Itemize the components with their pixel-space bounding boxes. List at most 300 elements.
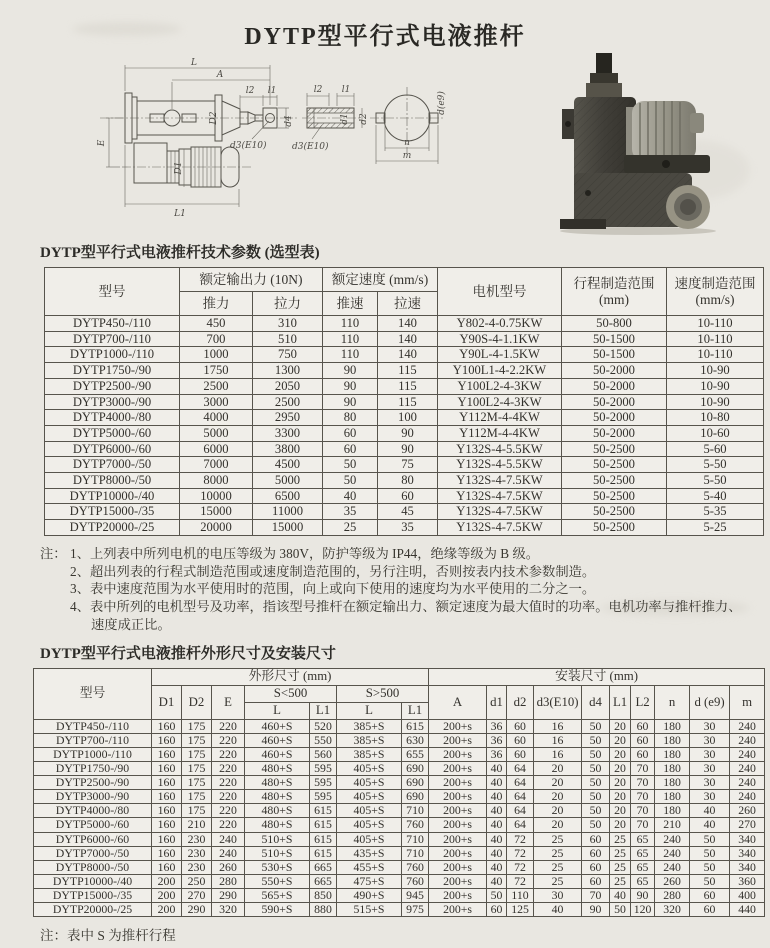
value-cell: 480+S xyxy=(245,804,310,818)
value-cell: 460+S xyxy=(245,733,310,747)
value-cell: 50 xyxy=(582,719,610,733)
value-cell: 50 xyxy=(690,874,730,888)
value-cell: 50 xyxy=(690,846,730,860)
value-cell: 25 xyxy=(534,846,582,860)
dim-label-l2-detail: l2 xyxy=(313,85,323,95)
value-cell: 10-110 xyxy=(667,347,764,363)
value-cell: 200+s xyxy=(429,903,487,917)
value-cell: 75 xyxy=(378,457,438,473)
page-title: DYTP型平行式电液推杆 xyxy=(244,24,526,50)
value-cell: 60 xyxy=(507,719,534,733)
value-cell: 16 xyxy=(534,719,582,733)
model-cell: DYTP8000-/50 xyxy=(45,473,180,489)
col-header-push-force: 推力 xyxy=(180,292,253,316)
value-cell: 160 xyxy=(152,860,182,874)
value-cell: 480+S xyxy=(245,762,310,776)
value-cell: 340 xyxy=(730,832,765,846)
value-cell: 160 xyxy=(152,748,182,762)
value-cell: 60 xyxy=(582,874,610,888)
value-cell: 25 xyxy=(610,874,631,888)
table-row xyxy=(45,504,764,520)
table-row xyxy=(34,719,765,733)
value-cell: 690 xyxy=(402,762,429,776)
col-header-d-e9: d (e9) xyxy=(690,685,730,719)
value-cell: 200+s xyxy=(429,790,487,804)
table-row xyxy=(45,347,764,363)
value-cell: 8000 xyxy=(180,473,253,489)
value-cell: 25 xyxy=(534,860,582,874)
col-header-L-lt: L xyxy=(245,702,310,719)
value-cell: 280 xyxy=(212,874,245,888)
value-cell: 5-50 xyxy=(667,457,764,473)
value-cell: 710 xyxy=(402,846,429,860)
value-cell: 115 xyxy=(378,363,438,379)
value-cell: 700 xyxy=(180,331,253,347)
value-cell: 240 xyxy=(655,832,690,846)
value-cell: 40 xyxy=(487,818,507,832)
value-cell: 50 xyxy=(582,790,610,804)
table-row xyxy=(34,846,765,860)
value-cell: 40 xyxy=(690,804,730,818)
value-cell: 400 xyxy=(730,888,765,902)
spec-table xyxy=(44,267,764,536)
value-cell: 20 xyxy=(534,804,582,818)
value-cell: 140 xyxy=(378,331,438,347)
value-cell: 50 xyxy=(582,762,610,776)
col-header-n: n xyxy=(655,685,690,719)
value-cell: 60 xyxy=(378,488,438,504)
table-row xyxy=(34,860,765,874)
value-cell: 385+S xyxy=(337,748,402,762)
value-cell: 64 xyxy=(507,804,534,818)
note-item: 1、上列表中所列电机的电压等级为 380V，防护等级为 IP44，绝缘等级为 B 级。 xyxy=(70,545,540,561)
value-cell: 550+S xyxy=(245,874,310,888)
value-cell: 240 xyxy=(730,762,765,776)
value-cell: 270 xyxy=(182,888,212,902)
dim-label-d3: d3(E10) xyxy=(230,141,267,151)
value-cell: 50-2000 xyxy=(562,378,667,394)
value-cell: 200+s xyxy=(429,733,487,747)
value-cell: 10-90 xyxy=(667,363,764,379)
value-cell: 20 xyxy=(610,804,631,818)
value-cell: 240 xyxy=(655,846,690,860)
table-row xyxy=(34,903,765,917)
value-cell: 90 xyxy=(378,441,438,457)
value-cell: 615 xyxy=(310,846,337,860)
value-cell: 40 xyxy=(610,888,631,902)
value-cell: 60 xyxy=(507,748,534,762)
value-cell: 50 xyxy=(690,860,730,874)
value-cell: 240 xyxy=(730,733,765,747)
table-row xyxy=(34,733,765,747)
value-cell: 180 xyxy=(655,733,690,747)
table-row xyxy=(34,762,765,776)
col-header-L1-install: L1 xyxy=(610,685,631,719)
table-row xyxy=(34,790,765,804)
value-cell: 160 xyxy=(152,804,182,818)
value-cell: 50 xyxy=(582,733,610,747)
value-cell: 460+S xyxy=(245,748,310,762)
value-cell: 70 xyxy=(631,804,655,818)
dim-label-d4: d4 xyxy=(284,115,294,127)
value-cell: 65 xyxy=(631,860,655,874)
value-cell: Y132S-4-5.5KW xyxy=(438,441,562,457)
value-cell: 220 xyxy=(212,719,245,733)
model-cell: DYTP10000-/40 xyxy=(45,488,180,504)
value-cell: 455+S xyxy=(337,860,402,874)
value-cell: 615 xyxy=(310,832,337,846)
model-cell: DYTP700-/110 xyxy=(34,733,152,747)
model-cell: DYTP6000-/60 xyxy=(34,832,152,846)
value-cell: 10-110 xyxy=(667,331,764,347)
value-cell: 490+S xyxy=(337,888,402,902)
value-cell: 40 xyxy=(487,832,507,846)
value-cell: 240 xyxy=(212,832,245,846)
model-cell: DYTP450-/110 xyxy=(45,316,180,332)
value-cell: 50 xyxy=(323,473,378,489)
value-cell: 615 xyxy=(310,804,337,818)
model-cell: DYTP7000-/50 xyxy=(34,846,152,860)
value-cell: 50 xyxy=(582,748,610,762)
value-cell: 2950 xyxy=(253,410,323,426)
value-cell: 65 xyxy=(631,874,655,888)
value-cell: 3000 xyxy=(180,394,253,410)
value-cell: 175 xyxy=(182,804,212,818)
value-cell: 115 xyxy=(378,378,438,394)
value-cell: 115 xyxy=(378,394,438,410)
value-cell: 405+S xyxy=(337,776,402,790)
value-cell: 230 xyxy=(182,846,212,860)
value-cell: 20000 xyxy=(180,520,253,536)
value-cell: 260 xyxy=(730,804,765,818)
value-cell: 70 xyxy=(631,776,655,790)
value-cell: 480+S xyxy=(245,818,310,832)
value-cell: 710 xyxy=(402,832,429,846)
value-cell: 630 xyxy=(402,733,429,747)
value-cell: 340 xyxy=(730,846,765,860)
col-header-stroke-range xyxy=(562,268,667,316)
value-cell: 50-2500 xyxy=(562,520,667,536)
value-cell: 20 xyxy=(610,733,631,747)
value-cell: 340 xyxy=(730,860,765,874)
value-cell: 200+s xyxy=(429,846,487,860)
value-cell: 16 xyxy=(534,733,582,747)
value-cell: 50-2000 xyxy=(562,394,667,410)
value-cell: Y132S-4-7.5KW xyxy=(438,504,562,520)
value-cell: 945 xyxy=(402,888,429,902)
value-cell: 50-2500 xyxy=(562,504,667,520)
product-photo xyxy=(538,51,753,235)
col-header-motor: 电机型号 xyxy=(438,268,562,316)
model-cell: DYTP15000-/35 xyxy=(45,504,180,520)
value-cell: 5-25 xyxy=(667,520,764,536)
value-cell: 30 xyxy=(690,776,730,790)
value-cell: 220 xyxy=(212,776,245,790)
value-cell: 20 xyxy=(534,818,582,832)
value-cell: 530+S xyxy=(245,860,310,874)
value-cell: 20 xyxy=(610,748,631,762)
value-cell: 10-60 xyxy=(667,425,764,441)
col-header-D2: D2 xyxy=(182,685,212,719)
col-header-s-gt-500: S>500 xyxy=(337,685,429,702)
col-header-model: 型号 xyxy=(45,268,180,316)
value-cell: 480+S xyxy=(245,776,310,790)
value-cell: 240 xyxy=(730,748,765,762)
value-cell: 50-2500 xyxy=(562,473,667,489)
value-cell: 36 xyxy=(487,748,507,762)
value-cell: 750 xyxy=(253,347,323,363)
value-cell: 90 xyxy=(323,378,378,394)
value-cell: 36 xyxy=(487,719,507,733)
model-cell: DYTP15000-/35 xyxy=(34,888,152,902)
value-cell: 72 xyxy=(507,860,534,874)
value-cell: 180 xyxy=(655,776,690,790)
value-cell: 110 xyxy=(323,316,378,332)
value-cell: 72 xyxy=(507,874,534,888)
model-cell: DYTP5000-/60 xyxy=(45,425,180,441)
value-cell: 405+S xyxy=(337,818,402,832)
value-cell: 550 xyxy=(310,733,337,747)
value-cell: 40 xyxy=(487,846,507,860)
value-cell: 25 xyxy=(534,874,582,888)
value-cell: 260 xyxy=(212,860,245,874)
model-cell: DYTP1000-/110 xyxy=(34,748,152,762)
value-cell: 60 xyxy=(582,846,610,860)
value-cell: 310 xyxy=(253,316,323,332)
col-header-d2: d2 xyxy=(507,685,534,719)
dim-label-de9: d(e9) xyxy=(437,91,447,115)
table-row xyxy=(34,804,765,818)
note-item: 3、表中速度范围为水平使用时的范围，向上或向下使用的速度均为水平使用的二分之一。 xyxy=(70,581,596,597)
value-cell: 435+S xyxy=(337,846,402,860)
value-cell: 240 xyxy=(655,860,690,874)
value-cell: 200+s xyxy=(429,748,487,762)
value-cell: 510+S xyxy=(245,832,310,846)
value-cell: 65 xyxy=(631,846,655,860)
model-cell: DYTP4000-/80 xyxy=(34,804,152,818)
table-row xyxy=(34,776,765,790)
value-cell: 45 xyxy=(378,504,438,520)
value-cell: Y112M-4-4KW xyxy=(438,425,562,441)
value-cell: 1750 xyxy=(180,363,253,379)
col-header-L1-gt: L1 xyxy=(402,702,429,719)
value-cell: Y132S-4-5.5KW xyxy=(438,457,562,473)
dim-label-l2: l2 xyxy=(245,86,255,96)
model-cell: DYTP8000-/50 xyxy=(34,860,152,874)
value-cell: Y802-4-0.75KW xyxy=(438,316,562,332)
footnote: 注：表中 S 为推杆行程 xyxy=(40,928,176,944)
col-header-d3: d3(E10) xyxy=(534,685,582,719)
value-cell: 72 xyxy=(507,846,534,860)
value-cell: 1300 xyxy=(253,363,323,379)
table-row xyxy=(45,488,764,504)
value-cell: 710 xyxy=(402,804,429,818)
model-cell: DYTP6000-/60 xyxy=(45,441,180,457)
value-cell: 160 xyxy=(152,790,182,804)
value-cell: 1000 xyxy=(180,347,253,363)
model-cell: DYTP1750-/90 xyxy=(34,762,152,776)
value-cell: 40 xyxy=(487,762,507,776)
value-cell: 40 xyxy=(487,776,507,790)
value-cell: 850 xyxy=(310,888,337,902)
value-cell: 20 xyxy=(610,790,631,804)
value-cell: 200 xyxy=(152,903,182,917)
dim-label-n: n xyxy=(404,138,410,148)
col-header-pull-force: 拉力 xyxy=(253,292,323,316)
value-cell: 510 xyxy=(253,331,323,347)
value-cell: 140 xyxy=(378,316,438,332)
value-cell: 4500 xyxy=(253,457,323,473)
value-cell: 290 xyxy=(212,888,245,902)
dim-label-L1: L1 xyxy=(174,209,186,219)
value-cell: 180 xyxy=(655,762,690,776)
value-cell: Y112M-4-4KW xyxy=(438,410,562,426)
value-cell: 30 xyxy=(690,790,730,804)
value-cell: 200+s xyxy=(429,888,487,902)
stroke-range-line2: (mm) xyxy=(599,291,629,307)
figures-row xyxy=(0,55,770,233)
value-cell: 30 xyxy=(690,762,730,776)
value-cell: 20 xyxy=(534,790,582,804)
dim-table-title: DYTP型平行式电液推杆外形尺寸及安装尺寸 xyxy=(40,645,336,662)
value-cell: Y100L1-4-2.2KW xyxy=(438,363,562,379)
model-cell: DYTP7000-/50 xyxy=(45,457,180,473)
value-cell: 200+s xyxy=(429,860,487,874)
col-header-A: A xyxy=(429,685,487,719)
value-cell: 90 xyxy=(323,363,378,379)
col-header-D1: D1 xyxy=(152,685,182,719)
note-item: 4、表中所列的电机型号及功率，指该型号推杆在额定输出力、额定速度为最大值时的功率。电机功率与推杆推力、速度成正比。 xyxy=(70,599,742,633)
value-cell: 175 xyxy=(182,719,212,733)
value-cell: 30 xyxy=(690,748,730,762)
value-cell: 200+s xyxy=(429,818,487,832)
dim-label-A: A xyxy=(216,70,224,80)
value-cell: 110 xyxy=(323,331,378,347)
value-cell: 70 xyxy=(631,790,655,804)
value-cell: 250 xyxy=(182,874,212,888)
value-cell: 665 xyxy=(310,860,337,874)
value-cell: 200+s xyxy=(429,762,487,776)
value-cell: 5-35 xyxy=(667,504,764,520)
dim-label-L: L xyxy=(191,58,197,68)
value-cell: 405+S xyxy=(337,832,402,846)
value-cell: 450 xyxy=(180,316,253,332)
value-cell: 50-2500 xyxy=(562,457,667,473)
value-cell: 50 xyxy=(323,457,378,473)
value-cell: 240 xyxy=(730,776,765,790)
value-cell: Y90S-4-1.1KW xyxy=(438,331,562,347)
col-header-d4: d4 xyxy=(582,685,610,719)
table-row xyxy=(45,394,764,410)
value-cell: 220 xyxy=(212,733,245,747)
value-cell: 10-80 xyxy=(667,410,764,426)
value-cell: 90 xyxy=(323,394,378,410)
value-cell: 320 xyxy=(655,903,690,917)
value-cell: Y100L2-4-3KW xyxy=(438,378,562,394)
value-cell: 50-1500 xyxy=(562,347,667,363)
value-cell: 10-90 xyxy=(667,394,764,410)
value-cell: 220 xyxy=(212,790,245,804)
value-cell: 25 xyxy=(610,832,631,846)
value-cell: 5-50 xyxy=(667,473,764,489)
value-cell: 515+S xyxy=(337,903,402,917)
value-cell: 175 xyxy=(182,748,212,762)
model-cell: DYTP3000-/90 xyxy=(34,790,152,804)
dim-label-d3-detail: d3(E10) xyxy=(292,142,329,152)
value-cell: 385+S xyxy=(337,733,402,747)
value-cell: 180 xyxy=(655,804,690,818)
col-header-E: E xyxy=(212,685,245,719)
table-row xyxy=(34,832,765,846)
value-cell: 260 xyxy=(655,874,690,888)
value-cell: 40 xyxy=(534,903,582,917)
value-cell: 760 xyxy=(402,860,429,874)
value-cell: 60 xyxy=(631,719,655,733)
value-cell: 230 xyxy=(182,832,212,846)
value-cell: 560 xyxy=(310,748,337,762)
value-cell: 50-2500 xyxy=(562,488,667,504)
value-cell: 615 xyxy=(310,818,337,832)
value-cell: 64 xyxy=(507,762,534,776)
table-row xyxy=(45,378,764,394)
value-cell: 405+S xyxy=(337,804,402,818)
notes-prefix: 注： xyxy=(40,545,67,561)
value-cell: 60 xyxy=(582,832,610,846)
value-cell: 160 xyxy=(152,832,182,846)
value-cell: Y132S-4-7.5KW xyxy=(438,520,562,536)
value-cell: 6500 xyxy=(253,488,323,504)
value-cell: 50-2000 xyxy=(562,425,667,441)
value-cell: 4000 xyxy=(180,410,253,426)
col-header-L2: L2 xyxy=(631,685,655,719)
value-cell: 270 xyxy=(730,818,765,832)
value-cell: 20 xyxy=(534,776,582,790)
value-cell: 35 xyxy=(378,520,438,536)
value-cell: 210 xyxy=(655,818,690,832)
table-row xyxy=(34,748,765,762)
col-header-push-speed: 推速 xyxy=(323,292,378,316)
value-cell: 60 xyxy=(323,441,378,457)
model-cell: DYTP700-/110 xyxy=(45,331,180,347)
value-cell: 64 xyxy=(507,818,534,832)
value-cell: 60 xyxy=(690,903,730,917)
value-cell: 125 xyxy=(507,903,534,917)
value-cell: 460+S xyxy=(245,719,310,733)
value-cell: 25 xyxy=(610,860,631,874)
value-cell: 60 xyxy=(690,888,730,902)
value-cell: 200+s xyxy=(429,832,487,846)
value-cell: 2500 xyxy=(180,378,253,394)
table-row xyxy=(34,818,765,832)
value-cell: 15000 xyxy=(253,520,323,536)
value-cell: 110 xyxy=(507,888,534,902)
value-cell: 3800 xyxy=(253,441,323,457)
col-header-pull-speed: 拉速 xyxy=(378,292,438,316)
value-cell: 15000 xyxy=(180,504,253,520)
notes-block xyxy=(40,545,746,634)
value-cell: 520 xyxy=(310,719,337,733)
table-row xyxy=(45,441,764,457)
value-cell: 220 xyxy=(212,748,245,762)
value-cell: Y100L2-4-3KW xyxy=(438,394,562,410)
model-cell: DYTP20000-/25 xyxy=(34,903,152,917)
model-cell: DYTP1750-/90 xyxy=(45,363,180,379)
value-cell: Y90L-4-1.5KW xyxy=(438,347,562,363)
value-cell: 30 xyxy=(690,719,730,733)
table-row xyxy=(45,316,764,332)
model-cell: DYTP1000-/110 xyxy=(45,347,180,363)
value-cell: 120 xyxy=(631,903,655,917)
